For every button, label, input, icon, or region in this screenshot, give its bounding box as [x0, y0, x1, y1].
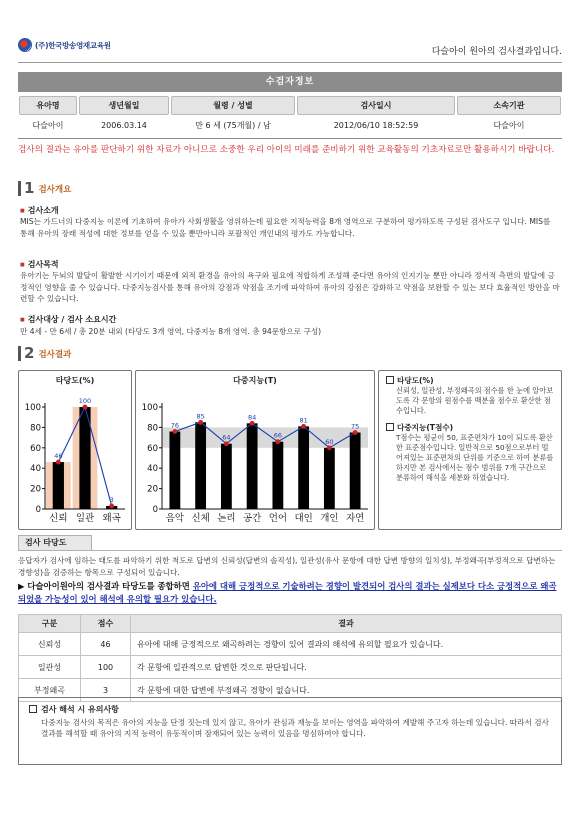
- table-row: [19, 656, 562, 679]
- validity-tab: 검사 타당도: [18, 535, 92, 551]
- data-point: [172, 429, 177, 434]
- row-name: 부정왜곡: [19, 679, 81, 702]
- y-tick-label: 60: [30, 443, 41, 454]
- section-2-number: 2: [18, 346, 34, 361]
- section-2-title: 검사결과: [38, 350, 72, 360]
- data-label: 64: [222, 433, 231, 442]
- row-score: 3: [81, 679, 131, 702]
- mi-chart-panel: [135, 370, 375, 530]
- y-tick-label: 40: [147, 464, 158, 475]
- data-point: [224, 441, 229, 446]
- bar: [221, 444, 232, 509]
- y-tick-label: 80: [147, 423, 158, 434]
- info-label-name: 유아명: [19, 96, 77, 115]
- mi-definition-text: T점수는 평균이 50, 표준편차가 10이 되도록 환산한 표준점수입니다. 일반적으로 50점으로부터 떨어져있는 표준편차의 단위를 기준으로 하여 분류를 하지만 본 검사에서는 점수 범위를 7개 구간으로 분류하여 해석을 세분화 하였습니다.: [396, 433, 554, 482]
- validity-table-header: [19, 615, 562, 633]
- data-label: 100: [78, 397, 92, 405]
- mi-definition-title: 다중지능(T점수): [386, 423, 554, 433]
- info-value-age-gender: 만 6 세 (75개월) / 남: [195, 121, 271, 130]
- info-label-institution: 소속기관: [457, 96, 561, 115]
- y-tick-label: 100: [24, 403, 41, 413]
- section-2-heading: [18, 346, 71, 361]
- data-label: 84: [247, 413, 257, 422]
- data-label: 75: [350, 422, 360, 431]
- logo-emblem-icon: [18, 38, 32, 52]
- row-name: 일관성: [19, 656, 81, 679]
- validity-summary: [18, 580, 564, 605]
- row-name: 신뢰성: [19, 633, 81, 656]
- reference-band: [162, 427, 368, 447]
- usage-notice: 검사의 결과는 유아를 판단하기 위한 자료가 아니므로 소중한 우리 아이의 미래를 준비하기 위한 교육활동의 기초자료로만 활용하시기 바랍니다.: [18, 145, 555, 155]
- data-label: 46: [54, 452, 63, 461]
- purpose-title: ■ 검사목적: [20, 259, 59, 270]
- y-tick-label: 60: [147, 443, 158, 454]
- category-label: 언어: [268, 513, 288, 524]
- y-tick-label: 100: [141, 403, 158, 413]
- section-1-heading: [18, 181, 71, 196]
- validity-divider: [92, 550, 562, 551]
- validity-chart-title: 타당도(%): [55, 376, 95, 385]
- data-label: 85: [196, 412, 205, 421]
- info-value-institution: 다슬아이: [493, 121, 525, 130]
- examinee-info-grid: [18, 95, 562, 136]
- company-logo: [18, 38, 111, 52]
- notes-text: 다중지능 검사의 목적은 유아의 지능을 단정 짓는데 있지 않고, 유아가 관심과 재능을 보이는 영역을 파악하여 계발해 주고자 하는데 있습니다. 따라서 검사결과를 해석할 때 유아의 지적 능력이 유동적이며 잠재되어 있는 능력이 있음을 명심하여야 합니다.: [41, 718, 549, 738]
- info-value-test-date: 2012/06/10 18:52:59: [333, 121, 419, 130]
- validity-chart: [19, 371, 131, 529]
- validity-definition: [386, 376, 554, 416]
- intro-text: MIS는 가드너의 다중지능 이론에 기초하여 유아가 사회생활을 영위하는데 필요한 지적능력을 8개 영역으로 구분하여 평가하도록 구성된 검사도구 입니다. MIS를 통해 유아의 장래 적성에 대한 정보를 얻을 수 있을 뿐만아니라 포괄적인 개인내의 평가도 가능합니다.: [20, 217, 551, 238]
- header-category: 구분: [19, 615, 81, 633]
- validity-definition-title: 타당도(%): [386, 376, 554, 386]
- validity-summary-prefix: ▶ 다슬아이원아의 검사결과 타당도를 종합하면: [18, 581, 193, 591]
- category-label: 자연: [345, 513, 365, 524]
- data-point: [83, 405, 88, 410]
- y-tick-label: 40: [30, 464, 41, 475]
- data-point: [250, 421, 255, 426]
- info-label-age-gender: 월령 / 성별: [171, 96, 295, 115]
- data-label: 60: [325, 437, 334, 446]
- bar: [350, 433, 361, 510]
- table-row: [19, 633, 562, 656]
- mi-chart-title: 다중지능(T): [233, 376, 277, 385]
- bar: [169, 431, 180, 509]
- category-label: 공간: [242, 513, 262, 524]
- category-label: 대인: [294, 513, 313, 524]
- data-label: 66: [273, 431, 283, 440]
- section-1-number: 1: [18, 181, 34, 196]
- data-point: [275, 439, 280, 444]
- target-text: 만 4세 - 만 6세 / 총 20분 내외 (타당도 3개 영역, 다중지능 8개 영역. 총 94문항으로 구성): [20, 327, 322, 336]
- definitions-panel: [378, 370, 562, 530]
- bar: [247, 423, 258, 509]
- validity-chart-panel: [18, 370, 132, 530]
- header-score: 점수: [81, 615, 131, 633]
- category-label: 신뢰: [49, 513, 68, 524]
- category-label: 일관: [75, 513, 95, 524]
- interpretation-notes: [18, 697, 562, 765]
- mi-chart: [136, 371, 374, 529]
- notes-title: 검사 해석 시 유의사항: [29, 704, 551, 715]
- category-label: 음악: [165, 513, 185, 524]
- data-label: 3: [109, 495, 114, 504]
- data-point: [327, 445, 332, 450]
- row-score: 100: [81, 656, 131, 679]
- data-point: [301, 424, 306, 429]
- y-tick-label: 20: [147, 484, 158, 495]
- category-label: 신체: [191, 513, 210, 524]
- header-result: 결과: [131, 615, 562, 633]
- section-1-title: 검사개요: [38, 185, 72, 195]
- y-tick-label: 80: [30, 423, 41, 434]
- bar: [195, 422, 206, 509]
- bar: [298, 426, 309, 509]
- row-result: 각 문항에 대한 답변에 부정왜곡 경향이 없습니다.: [131, 679, 562, 702]
- logo-text: (주)한국방송영재교육원: [35, 40, 111, 50]
- category-label: 논리: [217, 513, 236, 524]
- mi-definition: [386, 423, 554, 483]
- data-point: [353, 430, 358, 435]
- row-score: 46: [81, 633, 131, 656]
- target-title: ■ 검사대상 / 검사 소요시간: [20, 314, 116, 325]
- validity-summary-highlight: 유아에 대해 긍정적으로 기술하려는 경향이 발견되어 검사의 결과는 실제보다 다소 긍정적으로 왜곡되었을 가능성이 있어 해석에 유의할 필요가 있습니다.: [18, 581, 557, 604]
- examinee-section-title: 수검자정보: [18, 72, 562, 92]
- bar: [324, 448, 335, 509]
- intro-title: ■ 검사소개: [20, 205, 59, 216]
- info-label-birthdate: 생년월일: [79, 96, 169, 115]
- info-divider: [18, 138, 562, 139]
- bar: [272, 442, 283, 509]
- validity-description: 응답자가 검사에 임하는 태도를 파악하기 위한 척도로 답변의 신뢰성(답변의 솔직성), 일관성(유사 문항에 대한 답변 방향의 일치성), 부정왜곡(부정적으로 답변하는 경향성)을 검증하는 항목으로 구성되어 있습니다.: [18, 556, 556, 577]
- row-result: 각 문항에 일관적으로 답변한 것으로 판단됩니다.: [131, 656, 562, 679]
- data-label: 76: [170, 421, 180, 430]
- row-result: 유아에 대해 긍정적으로 왜곡하려는 경향이 있어 결과의 해석에 유의할 필요가 있습니다.: [131, 633, 562, 656]
- y-tick-label: 0: [35, 505, 41, 515]
- y-tick-label: 20: [30, 484, 41, 495]
- data-label: 81: [299, 416, 308, 425]
- header-divider: [18, 62, 562, 63]
- category-label: 개인: [320, 513, 339, 524]
- info-value-birthdate: 2006.03.14: [101, 121, 147, 130]
- info-value-name: 다슬아이: [32, 121, 64, 130]
- validity-definition-text: 신뢰성, 일관성, 부정왜곡의 점수를 한 눈에 알아보도록 각 문항의 원점수를 백분율 점수로 환산한 점수입니다.: [396, 386, 554, 415]
- data-point: [109, 504, 114, 509]
- category-label: 왜곡: [102, 513, 121, 524]
- bar: [53, 462, 64, 509]
- purpose-text: 유아기는 두뇌의 발달이 활발한 시기이기 때문에 외적 환경을 유아의 욕구와 필요에 적합하게 조성해 준다면 유아의 인지기능 뿐만 아니라 정서적 측면의 발달에 긍정적인 영향을 줄 수 있습니다. 다중지능검사를 통해 유아의 강점과 약점을 조기에 파악하여 유아의 강점은 강화하고 약점을 보완할 수 있는 보다 효율적인 방안을 마련할 수 있습니다.: [20, 271, 560, 303]
- data-point: [56, 460, 61, 465]
- validity-table: [18, 614, 562, 702]
- info-label-test-date: 검사일시: [297, 96, 455, 115]
- report-title: 다슬아이 원아의 검사결과입니다.: [431, 47, 562, 57]
- data-point: [198, 420, 203, 425]
- y-tick-label: 0: [152, 505, 158, 515]
